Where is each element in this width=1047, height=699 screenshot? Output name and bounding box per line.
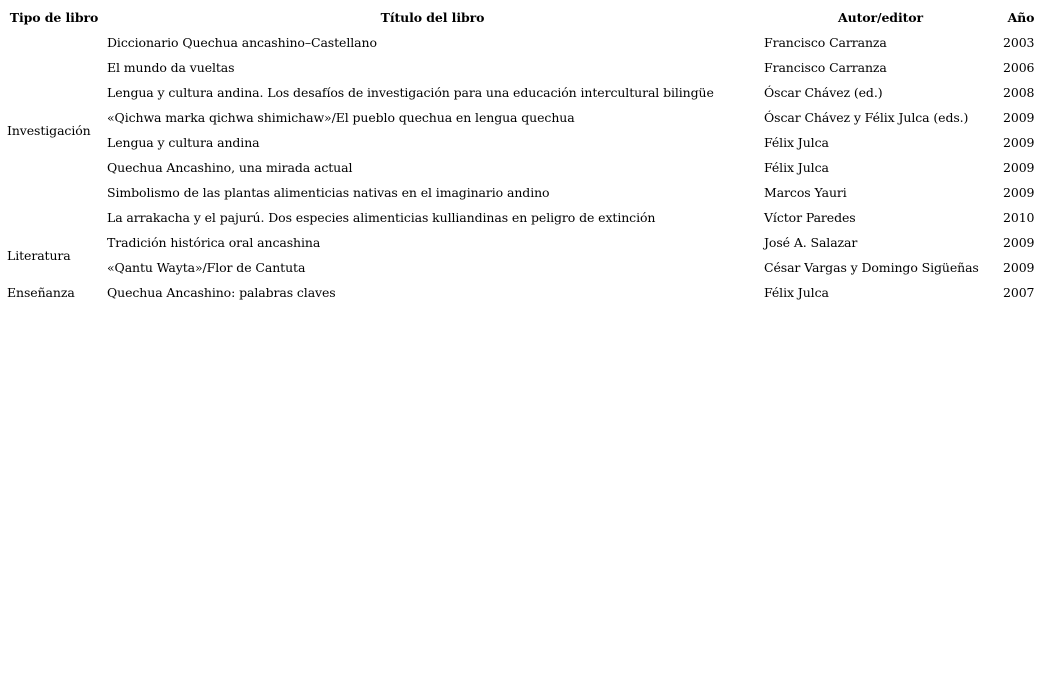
book-type-cell: Investigación [7,122,91,138]
table-row [4,230,1042,255]
book-year-cell: 2008 [1003,85,1035,100]
book-author-cell: César Vargas y Domingo Sigüeñas [764,260,979,275]
book-year-cell: 2010 [1003,210,1035,225]
book-author-cell: Félix Julca [764,285,829,300]
table-row [4,30,1042,55]
table-row [4,80,1042,105]
book-author-cell: Francisco Carranza [764,60,887,75]
table-row [4,180,1042,205]
book-author-cell: Óscar Chávez (ed.) [764,85,883,100]
book-title-cell: Diccionario Quechua ancashino–Castellano [107,35,377,50]
book-author-cell: José A. Salazar [764,235,858,250]
book-year-cell: 2009 [1003,260,1035,275]
table-row [4,205,1042,230]
book-title-cell: Lengua y cultura andina [107,135,260,150]
book-year-cell: 2009 [1003,135,1035,150]
book-title-cell: Tradición histórica oral ancashina [107,235,321,250]
table-row [4,280,1042,305]
book-author-cell: Félix Julca [764,135,829,150]
header-title: Título del libro [380,10,485,25]
book-title-cell: El mundo da vueltas [107,60,235,75]
book-year-cell: 2009 [1003,160,1035,175]
book-title-cell: Quechua Ancashino: palabras claves [107,285,336,300]
table-row [4,255,1042,280]
books-table [4,5,1042,305]
table-row [4,155,1042,180]
book-year-cell: 2007 [1003,285,1035,300]
table-body [4,30,1042,305]
book-title-cell: «Qantu Wayta»/Flor de Cantuta [107,260,306,275]
book-type-cell: Literatura [7,247,71,263]
table-row [4,130,1042,155]
table-row [4,55,1042,80]
book-author-cell: Félix Julca [764,160,829,175]
book-year-cell: 2009 [1003,235,1035,250]
book-title-cell: Quechua Ancashino, una mirada actual [107,160,353,175]
book-year-cell: 2003 [1003,35,1035,50]
book-author-cell: Marcos Yauri [764,185,847,200]
header-row [4,5,1042,30]
book-author-cell: Francisco Carranza [764,35,887,50]
header-year: Año [1007,10,1035,25]
book-title-cell: Lengua y cultura andina. Los desafíos de investigación para una educación intercultural bilingüe [107,85,714,100]
header-author: Autor/editor [838,10,923,25]
book-title-cell: La arrakacha y el pajurú. Dos especies alimenticias kulliandinas en peligro de extinción [107,210,656,225]
book-year-cell: 2009 [1003,110,1035,125]
book-year-cell: 2009 [1003,185,1035,200]
book-type-cell: Enseñanza [7,285,75,300]
header-type: Tipo de libro [9,10,99,25]
table-row [4,105,1042,130]
book-title-cell: Simbolismo de las plantas alimenticias nativas en el imaginario andino [107,185,550,200]
book-title-cell: «Qichwa marka qichwa shimichaw»/El pueblo quechua en lengua quechua [107,110,575,125]
book-year-cell: 2006 [1003,60,1035,75]
book-author-cell: Víctor Paredes [764,210,856,225]
book-author-cell: Óscar Chávez y Félix Julca (eds.) [764,110,969,125]
